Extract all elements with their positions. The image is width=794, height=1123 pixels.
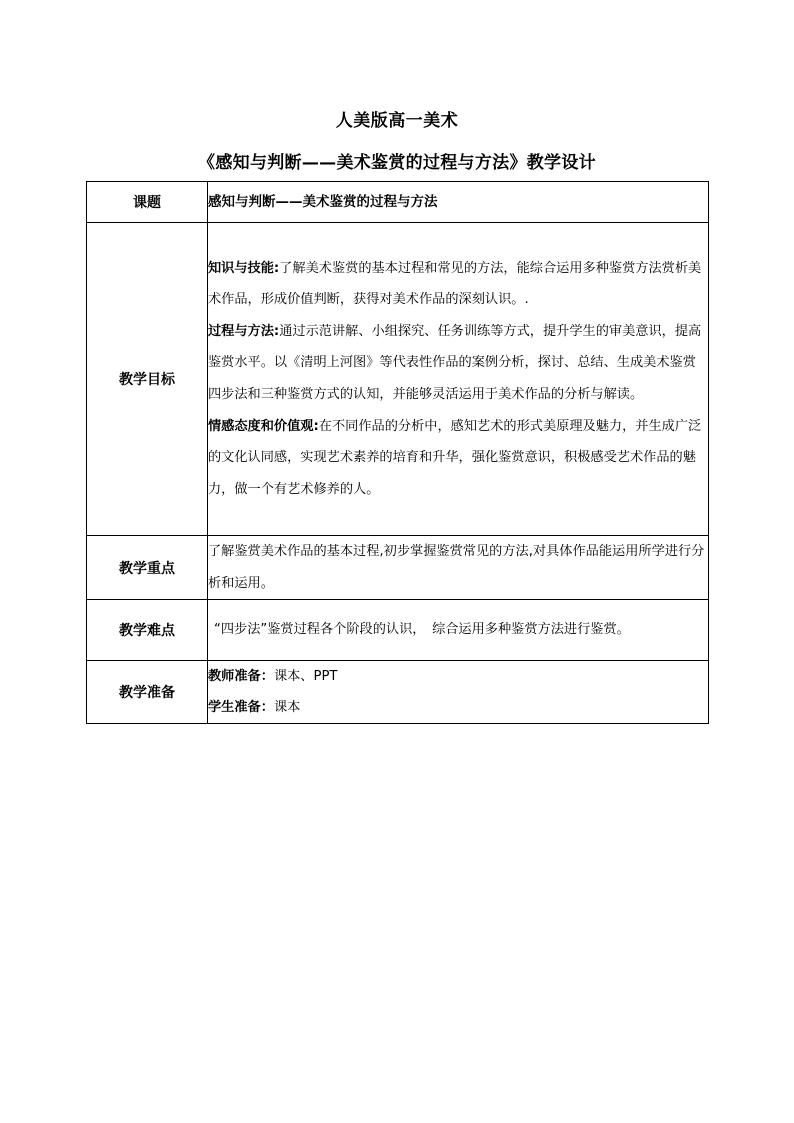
goal-process-methods: [208, 316, 708, 411]
topic-label: 课题: [87, 182, 208, 223]
difficulty-value: [208, 600, 709, 661]
goal-lead: 过程与方法:: [208, 323, 280, 339]
student-prep-text: 课本: [273, 700, 301, 716]
teacher-prep-text: 课本、PPT: [273, 669, 338, 685]
goals-label: 教学目标: [87, 223, 208, 536]
difficulty-text: “四步法”鉴赏过程各个阶段的认识， 综合运用多种鉴赏方法进行鉴赏。: [214, 622, 630, 638]
goal-lead: 知识与技能:: [208, 260, 280, 276]
table-row-topic: [87, 182, 709, 223]
goal-lead: 情感态度和价值观:: [208, 418, 319, 434]
goal-knowledge-skills: [208, 253, 708, 316]
page-title: 人美版高一美术: [335, 111, 459, 131]
topic-value: 感知与判断——美术鉴赏的过程与方法: [208, 182, 709, 223]
teacher-preparation: [208, 661, 708, 692]
student-preparation: [208, 692, 708, 723]
focus-value: [208, 536, 709, 600]
document-subtitle: 《感知与判断——美术鉴赏的过程与方法》教学设计: [198, 153, 596, 173]
student-prep-lead: 学生准备：: [208, 700, 274, 716]
goal-text: 了解美术鉴赏的基本过程和常见的方法，能综合运用多种鉴赏方法赏析美术作品，形成价值判断，获得对美术作品的深刻认识。.: [208, 260, 702, 308]
preparation-value: [208, 661, 709, 724]
difficulty-label: 教学难点: [87, 600, 208, 661]
lesson-plan-table: [86, 181, 709, 724]
table-row-focus: [87, 536, 709, 600]
focus-label: 教学重点: [87, 536, 208, 600]
goal-text: 在不同作品的分析中，感知艺术的形式美原理及魅力，并生成广泛的文化认同感，实现艺术素养的培育和升华，强化鉴赏意识，积极感受艺术作品的魅力，做一个有艺术修养的人。: [208, 418, 702, 497]
preparation-label: 教学准备: [87, 661, 208, 724]
table-row-preparation: [87, 661, 709, 724]
goal-attitude-values: [208, 411, 708, 506]
table-row-difficulty: [87, 600, 709, 661]
goals-value: [208, 223, 709, 536]
teacher-prep-lead: 教师准备：: [208, 669, 274, 685]
table-row-goals: [87, 223, 709, 536]
goal-text: 通过示范讲解、小组探究、任务训练等方式，提升学生的审美意识，提高鉴赏水平。以《清明上河图》等代表性作品的案例分析，探讨、总结、生成美术鉴赏四步法和三种鉴赏方式的认知，并能够灵活运用于美术作品的分析与解读。: [208, 323, 702, 402]
focus-text: 了解鉴赏美术作品的基本过程,初步掌握鉴赏常见的方法,对具体作品能运用所学进行分析和运用。: [208, 544, 705, 591]
